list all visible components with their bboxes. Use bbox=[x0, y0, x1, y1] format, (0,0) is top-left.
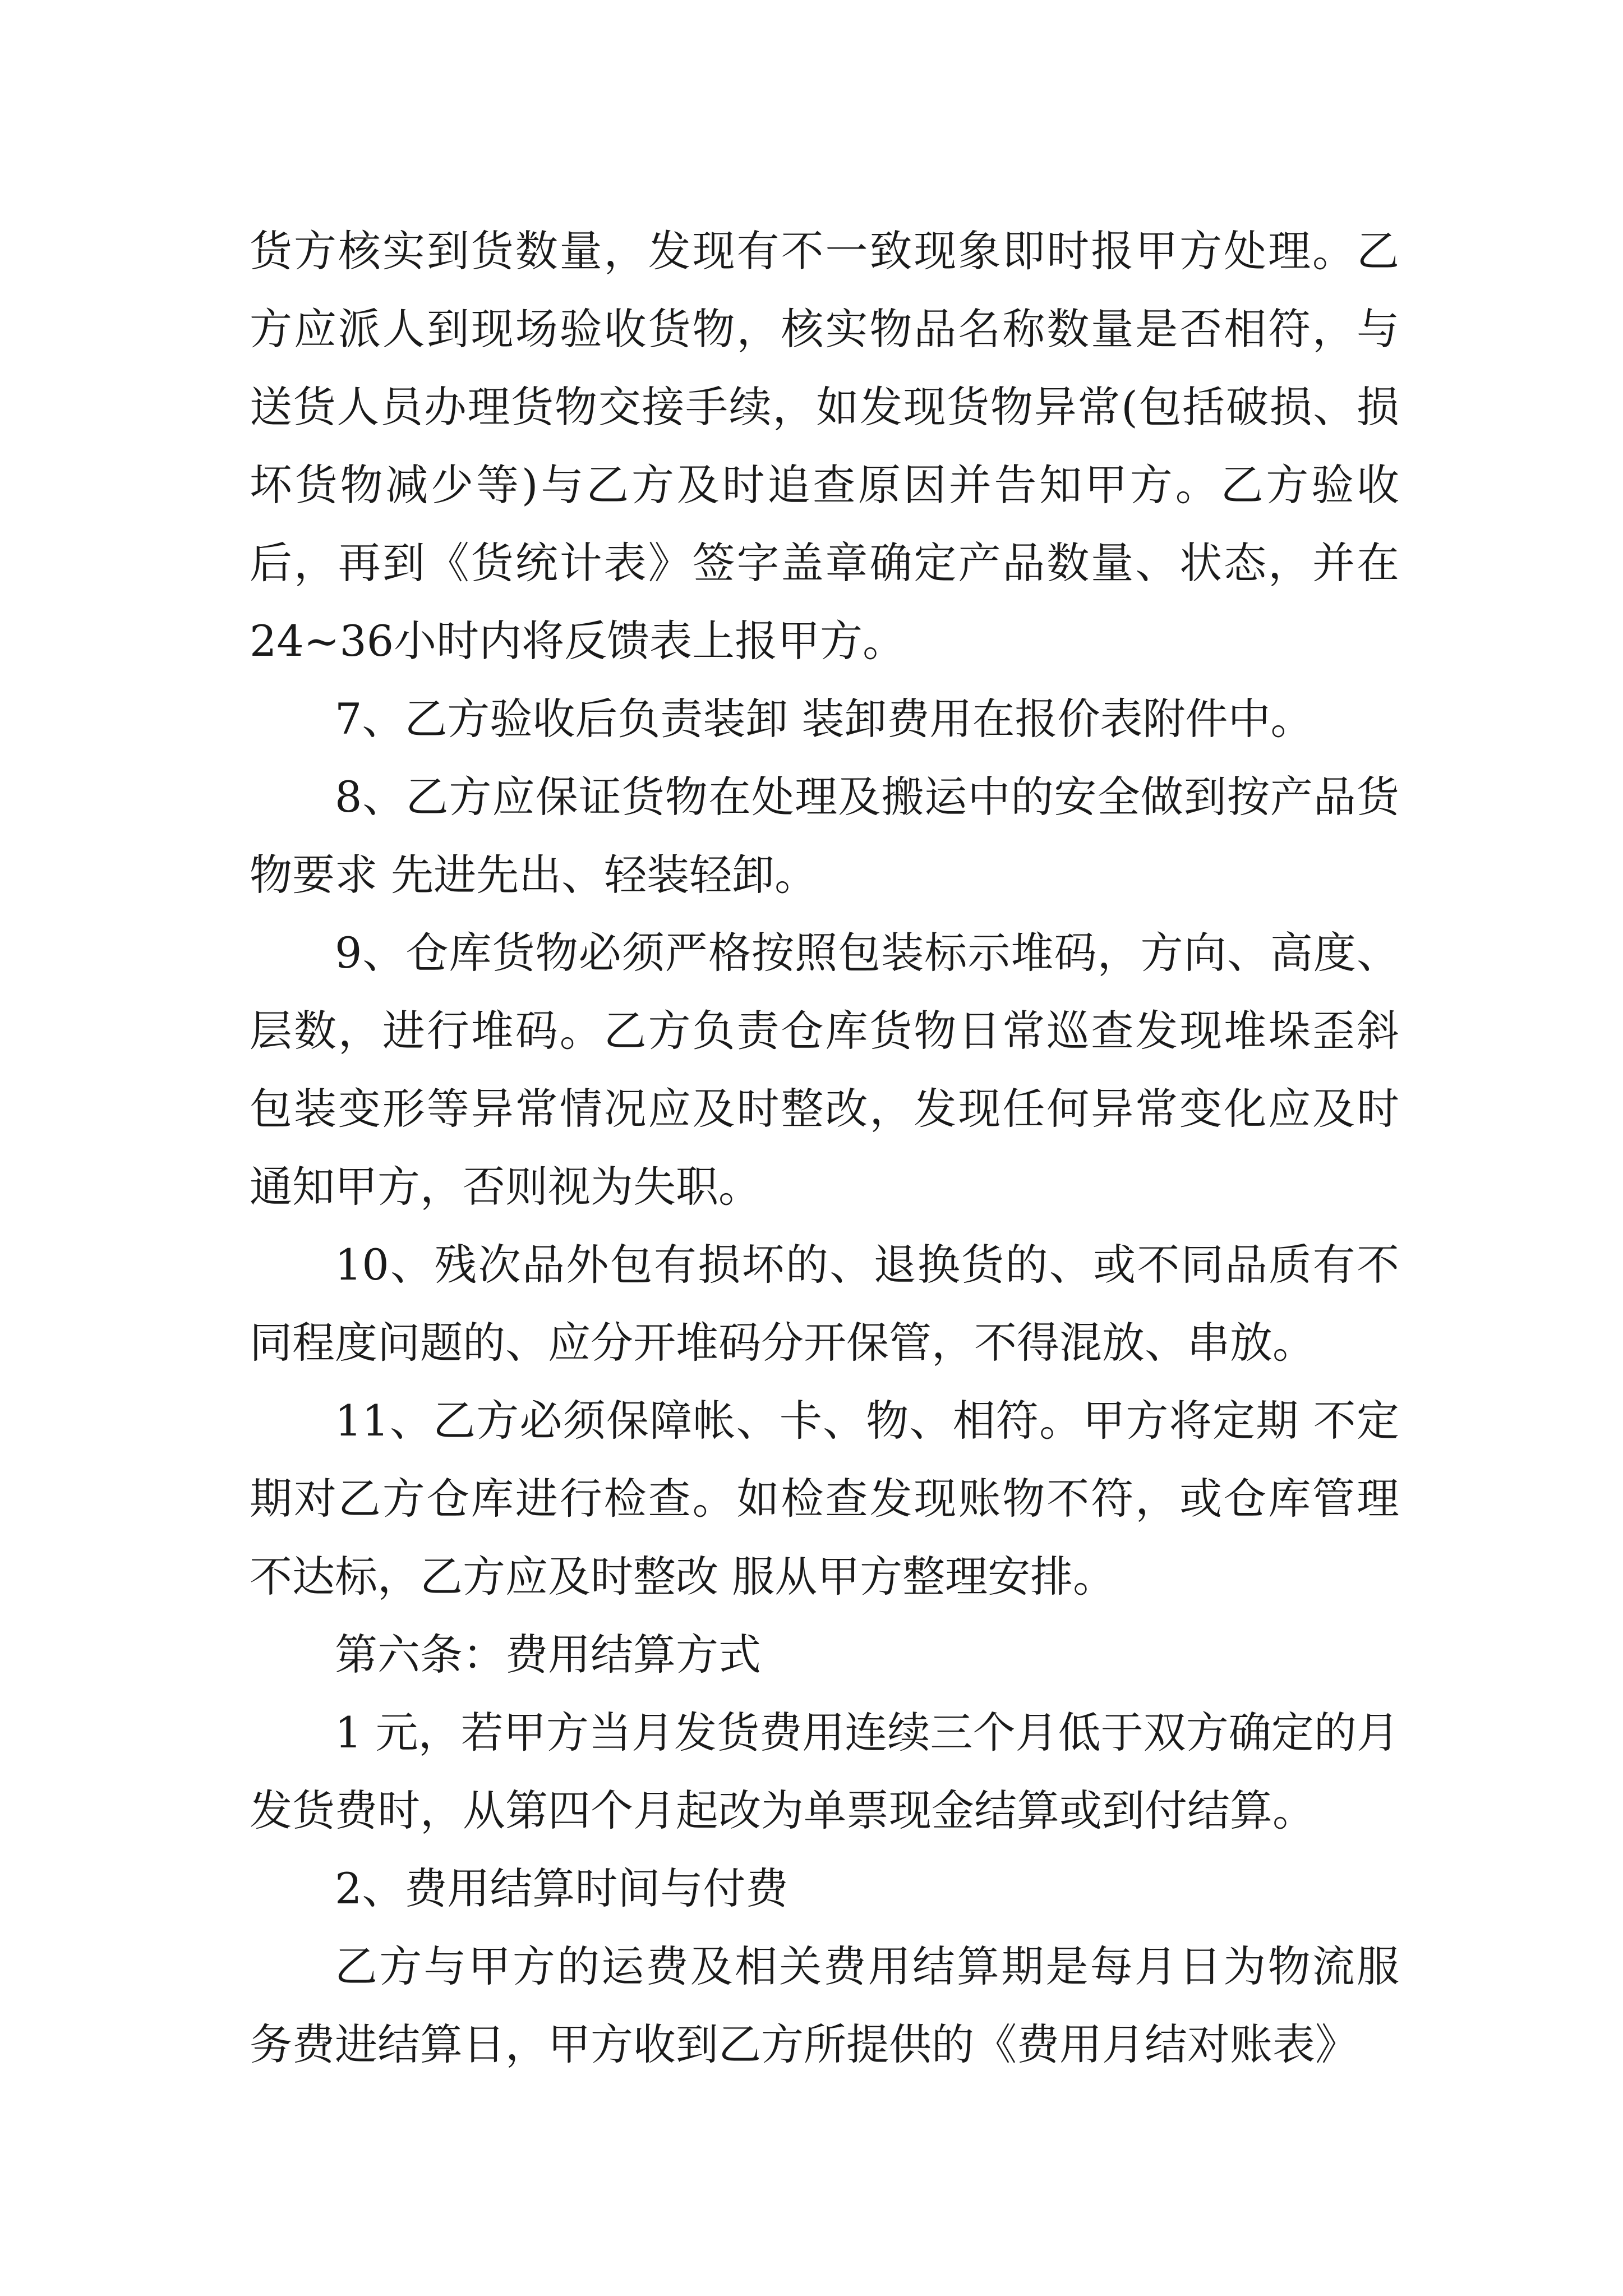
paragraph-7: 1 元，若甲方当月发货费用连续三个月低于双方确定的月发货费时，从第四个月起改为单票现金结算或到付结算。 bbox=[250, 1708, 1399, 1835]
paragraph-1: 货方核实到货数量，发现有不一致现象即时报甲方处理。乙方应派人到现场验收货物，核实物品名称数量是否相符，与送货人员办理货物交接手续，如发现货物异常(包括破损、损坏货物减少等)与乙方及时追查原因并告知甲方。乙方验收后，再到《货统计表》签字盖章确定产品数量、状态，并在24~36小时内将反馈表上报甲方。 bbox=[250, 226, 1399, 666]
paragraph-2: 7、乙方验收后负责装卸 装卸费用在报价表附件中。 bbox=[335, 694, 1313, 744]
paragraph-6: 11、乙方必须保障帐、卡、物、相符。甲方将定期 不定期对乙方仓库进行检查。如检查发现账物不符，或仓库管理不达标，乙方应及时整改 服从甲方整理安排。 bbox=[250, 1396, 1399, 1602]
paragraph-3: 8、乙方应保证货物在处理及搬运中的安全做到按产品货物要求 先进先出、轻装轻卸。 bbox=[250, 772, 1399, 900]
paragraph-8: 2、费用结算时间与付费 bbox=[335, 1864, 789, 1913]
paragraph-4: 9、仓库货物必须严格按照包装标示堆码，方向、高度、层数，进行堆码。乙方负责仓库货物日常巡查发现堆垛歪斜包装变形等异常情况应及时整改，发现任何异常变化应及时通知甲方，否则视为失职。 bbox=[250, 928, 1399, 1212]
document-body bbox=[250, 212, 1399, 2083]
section-heading: 第六条：费用结算方式 bbox=[335, 1630, 761, 1680]
paragraph-9: 乙方与甲方的运费及相关费用结算期是每月日为物流服务费进结算日，甲方收到乙方所提供的《费用月结对账表》 bbox=[250, 1941, 1399, 2069]
paragraph-5: 10、残次品外包有损坏的、退换货的、或不同品质有不同程度问题的、应分开堆码分开保管，不得混放、串放。 bbox=[250, 1240, 1399, 1368]
